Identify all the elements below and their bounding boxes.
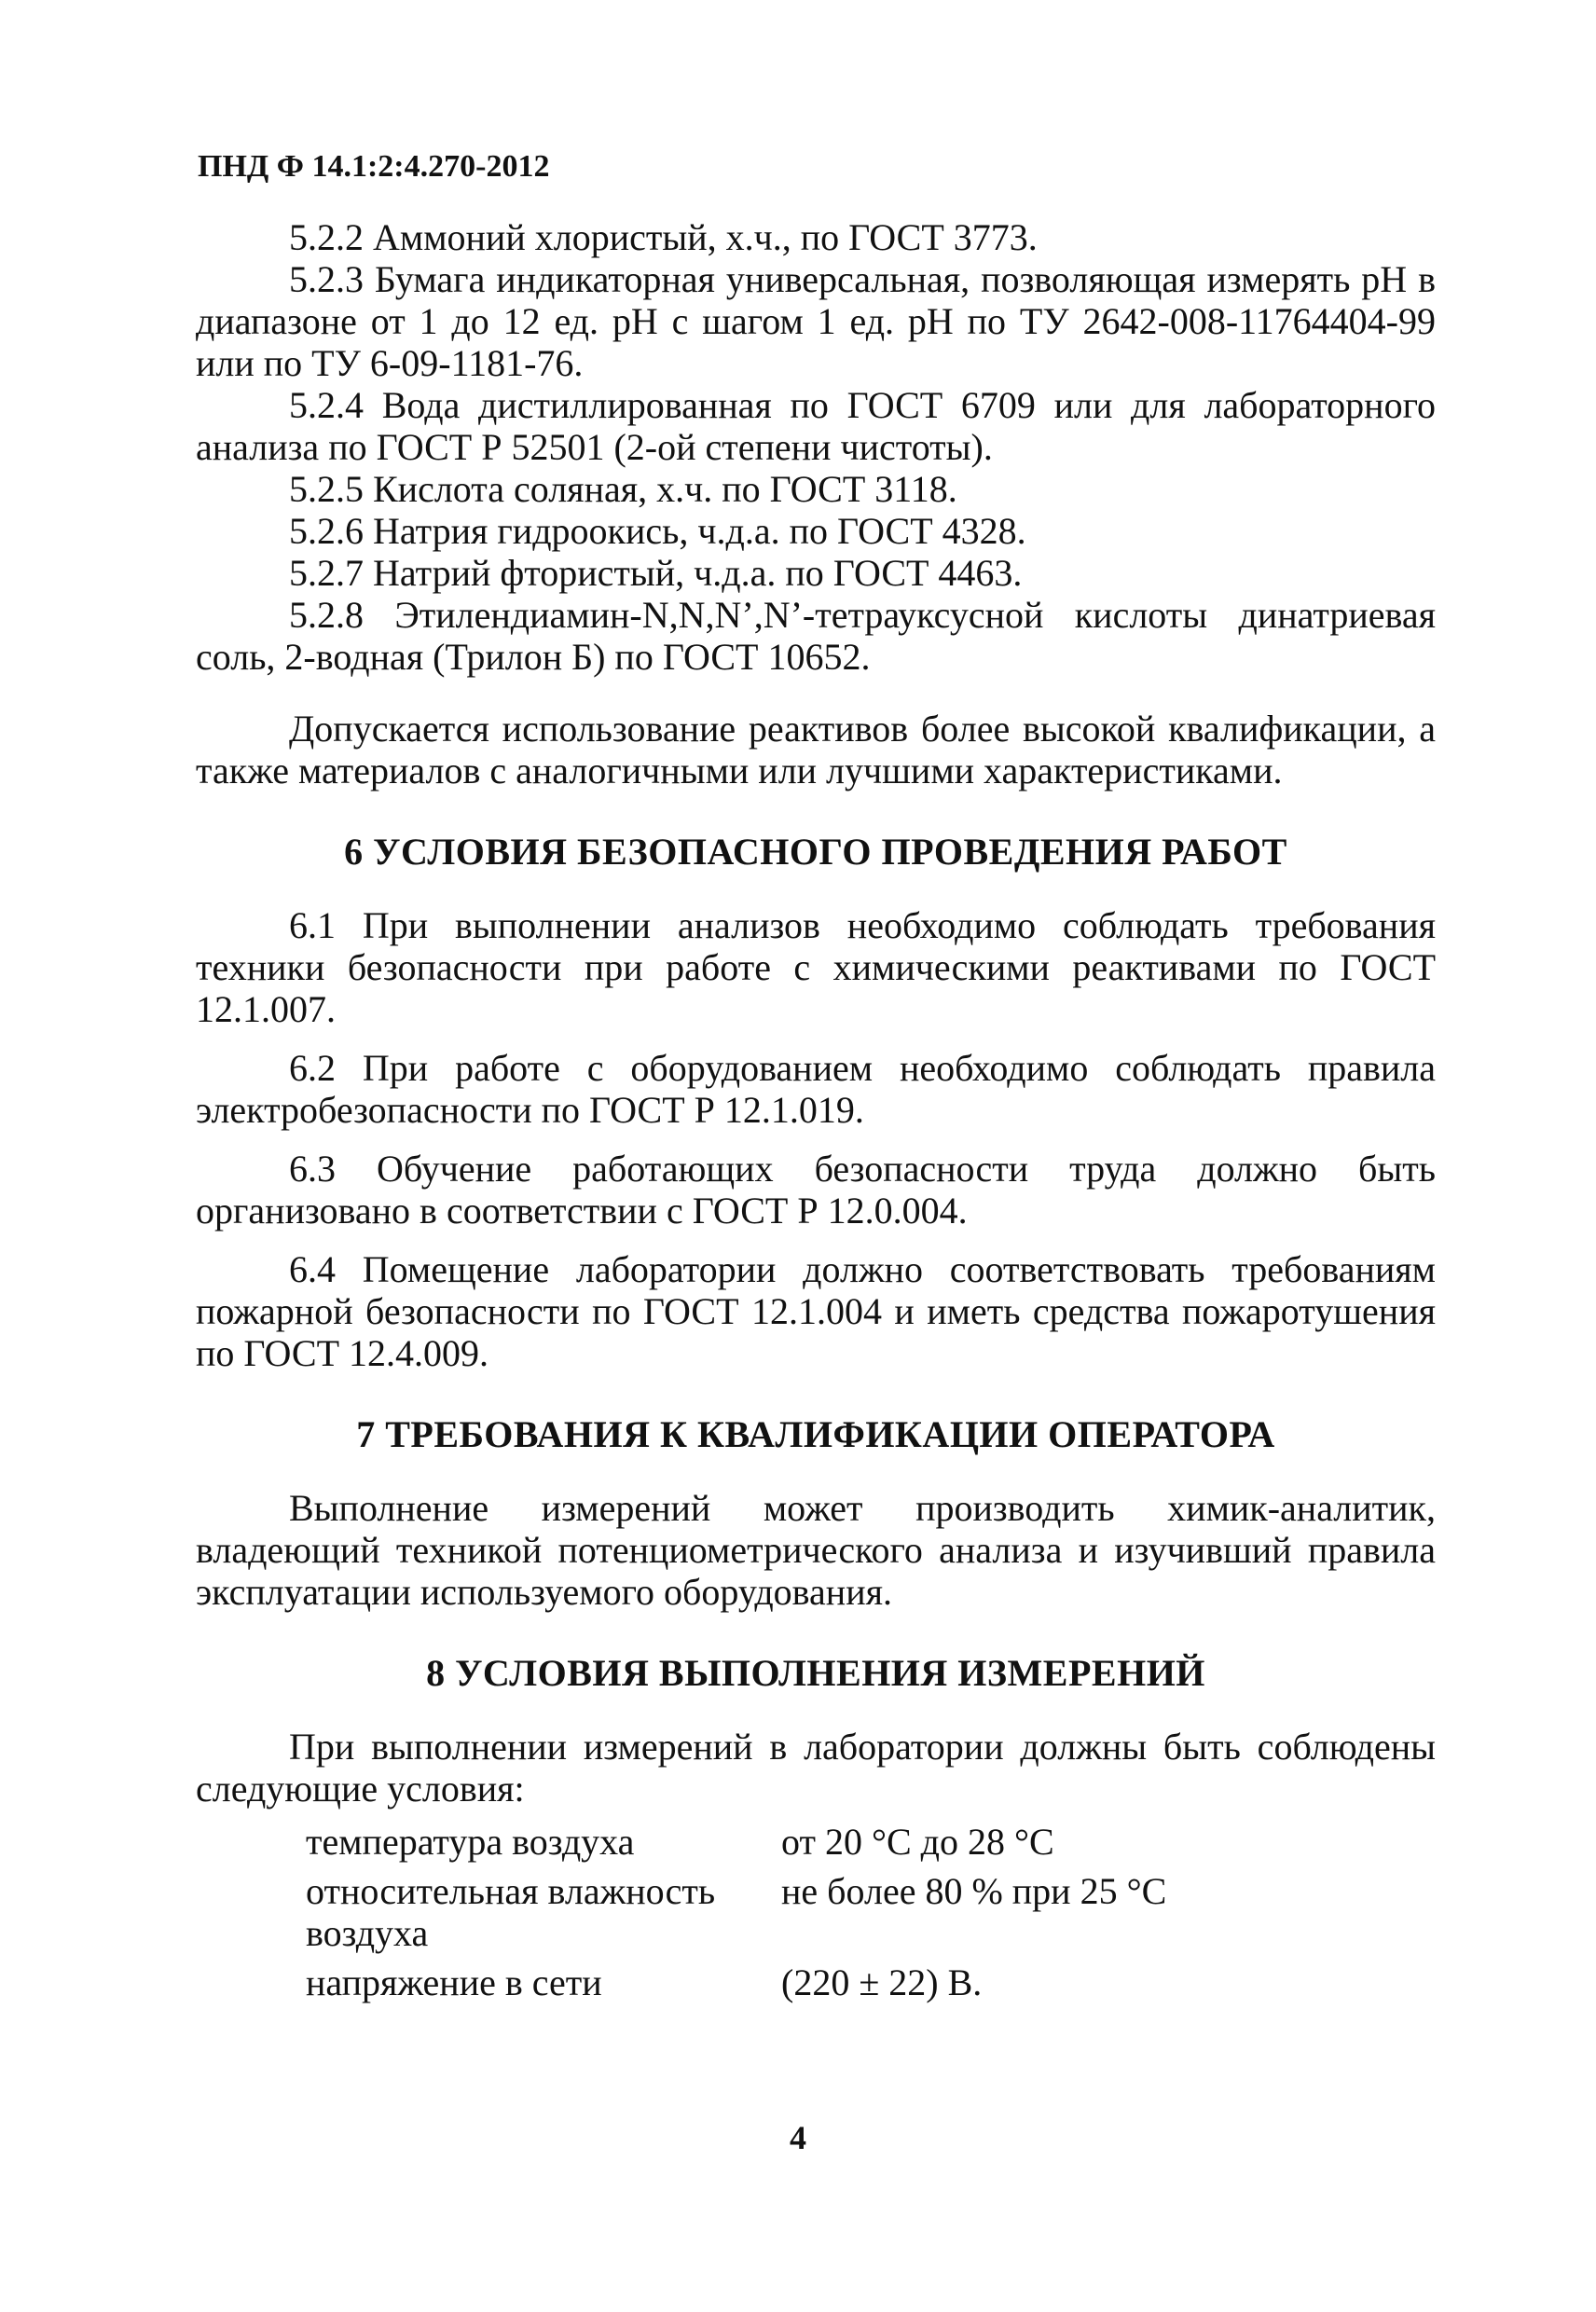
safety-item: 6.4 Помещение лаборатории должно соответствовать требованиям пожарной безопасности по ГОСТ 12.1.004 и иметь средства пожаротушения по ГОСТ 12.4.009. (196, 1248, 1436, 1374)
conditions-table (196, 1817, 1436, 2007)
reagent-item: 5.2.8 Этилендиамин-N,N,N’,N’-тетрауксусной кислоты динатриевая соль, 2-водная (Трилон Б) по ГОСТ 10652. (196, 594, 1436, 678)
condition-parameter: температура воздуха (306, 1821, 635, 1863)
condition-parameter: относительная влажность воздуха (306, 1870, 716, 1954)
section-6-title: 6 УСЛОВИЯ БЕЗОПАСНОГО ПРОВЕДЕНИЯ РАБОТ (344, 831, 1287, 873)
safety-item: 6.2 При работе с оборудованием необходимо соблюдать правила электробезопасности по ГОСТ Р 12.1.019. (196, 1047, 1436, 1131)
table-row (196, 1817, 1436, 1866)
condition-value: от 20 °С до 28 °С (781, 1821, 1054, 1863)
document-code: ПНД Ф 14.1:2:4.270-2012 (198, 149, 550, 184)
page-content (196, 216, 1436, 2007)
condition-value: (220 ± 22) В. (781, 1961, 983, 2003)
table-row (196, 1866, 1436, 1958)
condition-value: не более 80 % при 25 °С (781, 1870, 1167, 1912)
reagent-item: 5.2.3 Бумага индикаторная универсальная, позволяющая измерять pH в диапазоне от 1 до 12 ед. pH с шагом 1 ед. pH по ТУ 2642-008-11764404-99 или по ТУ 6-09-1181-76. (196, 258, 1436, 384)
safety-item: 6.3 Обучение работающих безопасности труда должно быть организовано в соответствии с ГОСТ Р 12.0.004. (196, 1148, 1436, 1232)
condition-parameter: напряжение в сети (306, 1961, 602, 2003)
section-8-title: 8 УСЛОВИЯ ВЫПОЛНЕНИЯ ИЗМЕРЕНИЙ (426, 1652, 1205, 1694)
reagent-item: 5.2.5 Кислота соляная, х.ч. по ГОСТ 3118. (289, 468, 957, 510)
page-number: 4 (790, 2119, 806, 2156)
reagent-item: 5.2.6 Натрия гидроокись, ч.д.а. по ГОСТ 4328. (289, 510, 1026, 552)
reagent-item: 5.2.4 Вода дистиллированная по ГОСТ 6709 или для лабораторного анализа по ГОСТ Р 52501 (2-ой степени чистоты). (196, 384, 1436, 468)
reagent-item: 5.2.2 Аммоний хлористый, х.ч., по ГОСТ 3773. (289, 216, 1038, 258)
conditions-intro: При выполнении измерений в лаборатории должны быть соблюдены следующие условия: (196, 1726, 1436, 1810)
reagents-note: Допускается использование реактивов более высокой квалификации, а также материалов с аналогичными или лучшими характеристиками. (196, 708, 1436, 791)
table-row (196, 1958, 1436, 2007)
safety-item: 6.1 При выполнении анализов необходимо соблюдать требования техники безопасности при работе с химическими реактивами по ГОСТ 12.1.007. (196, 904, 1436, 1030)
section-7-title: 7 ТРЕБОВАНИЯ К КВАЛИФИКАЦИИ ОПЕРАТОРА (356, 1413, 1275, 1455)
operator-qualification-text: Выполнение измерений может производить химик-аналитик, владеющий техникой потенциометрического анализа и изучивший правила эксплуатации используемого оборудования. (196, 1487, 1436, 1613)
reagent-item: 5.2.7 Натрий фтористый, ч.д.а. по ГОСТ 4463. (289, 552, 1023, 594)
